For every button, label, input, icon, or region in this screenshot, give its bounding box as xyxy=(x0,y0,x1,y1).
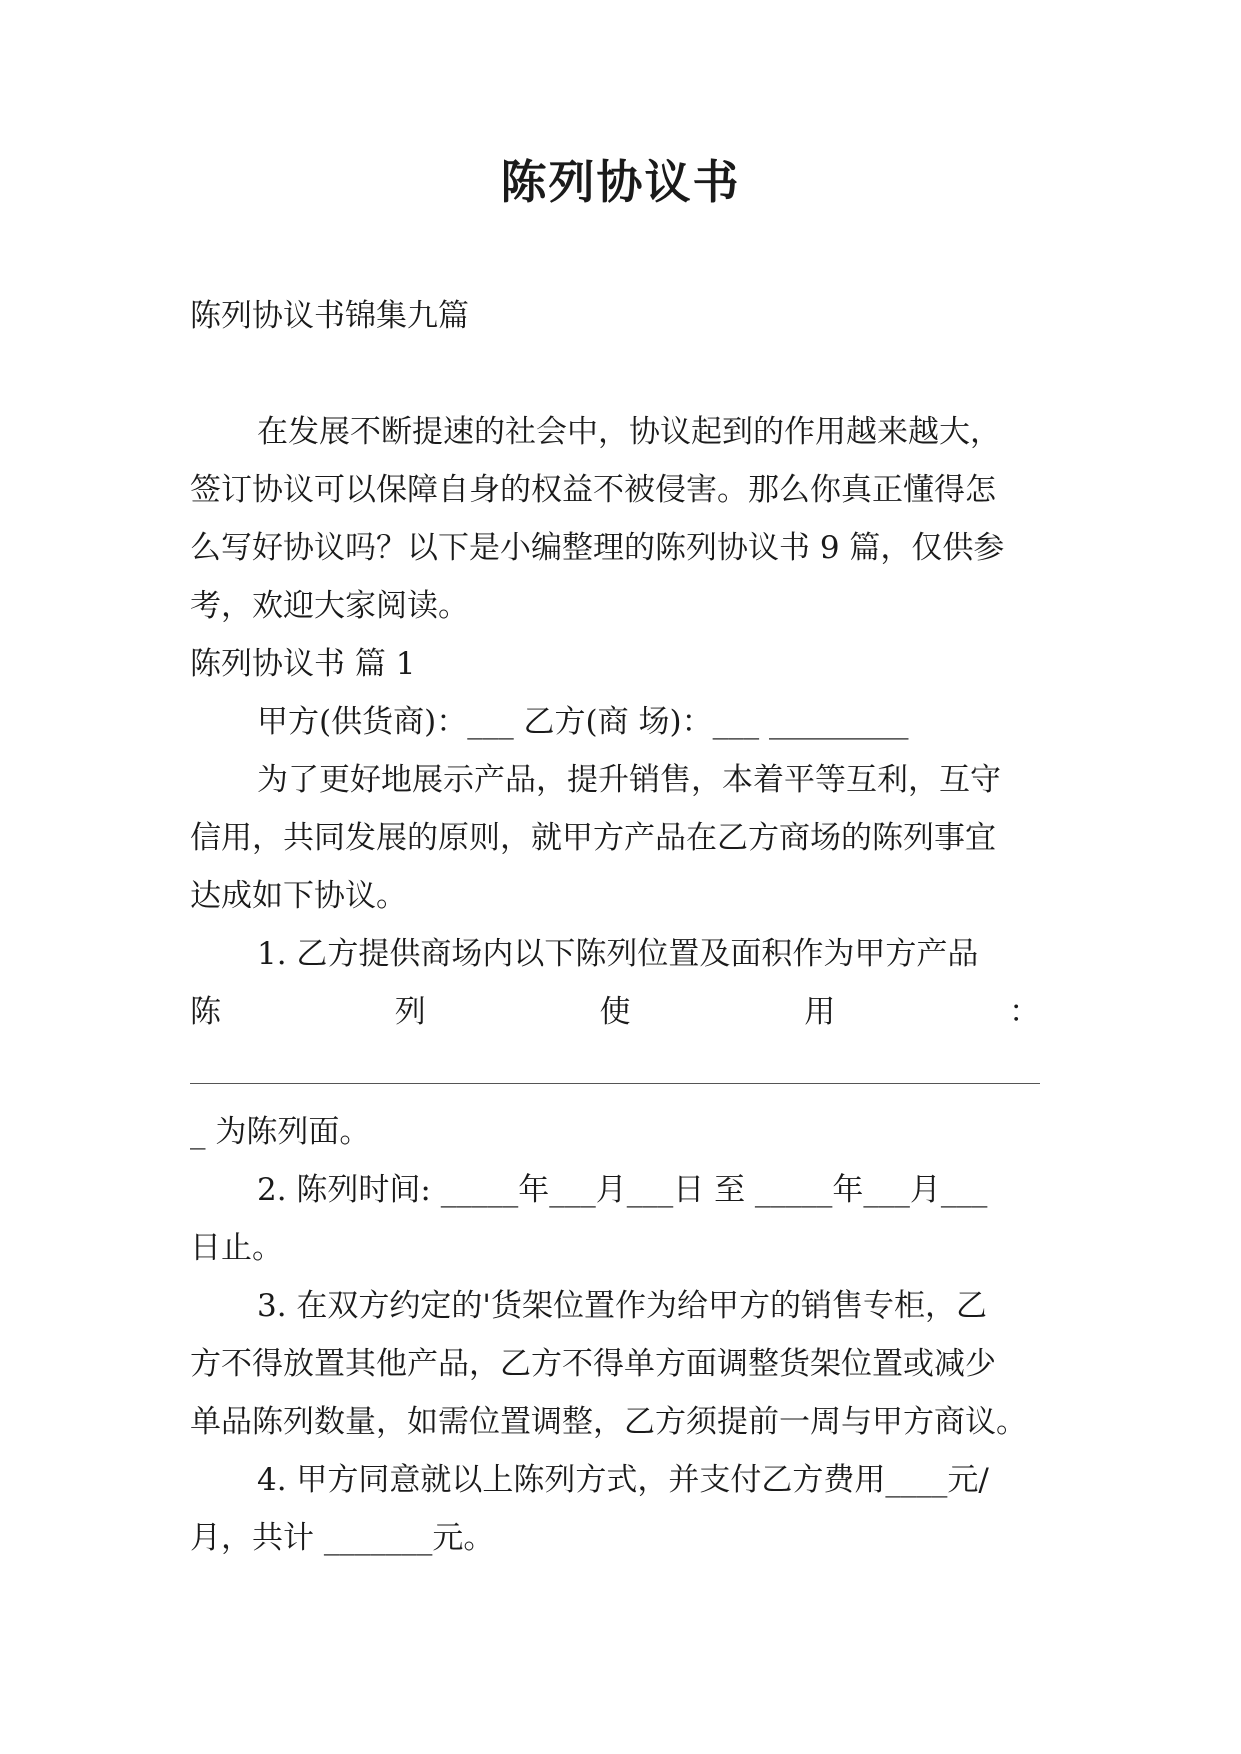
blank-underline xyxy=(190,1083,1040,1084)
intro-line: 在发展不断提速的社会中，协议起到的作用越来越大， xyxy=(257,414,1001,450)
intro-line: 签订协议可以保障自身的权益不被侵害。那么你真正懂得怎 xyxy=(190,472,996,508)
document-title: 陈列协议书 xyxy=(500,155,741,209)
purpose-line: 达成如下协议。 xyxy=(190,878,407,914)
intro-line: 考，欢迎大家阅读。 xyxy=(190,588,469,624)
spread-char: 陈 xyxy=(190,994,221,1030)
clause-2-line: 2. 陈列时间: _____年___月___日 至 _____年___月___ xyxy=(257,1172,988,1208)
clause-4-line: 月，共计 _______元。 xyxy=(190,1520,495,1556)
parties-line: 甲方(供货商)：___ 乙方(商 场)：___ _________ xyxy=(257,704,909,740)
purpose-line: 为了更好地展示产品，提升销售，本着平等互利，互守 xyxy=(257,762,1001,798)
clause-1-spread-line xyxy=(190,990,1040,1034)
section-heading: 陈列协议书 篇 1 xyxy=(190,646,416,682)
spread-char: 用 xyxy=(804,994,836,1030)
purpose-line: 信用，共同发展的原则，就甲方产品在乙方商场的陈列事宜 xyxy=(190,820,996,856)
spread-char: 使 xyxy=(599,994,631,1030)
clause-2-line: 日止。 xyxy=(190,1230,283,1266)
spread-char: 列 xyxy=(394,994,426,1030)
intro-line: 么写好协议吗？以下是小编整理的陈列协议书 9 篇，仅供参 xyxy=(190,530,1005,566)
clause-1-tail: _ 为陈列面。 xyxy=(190,1114,371,1150)
clause-3-line: 单品陈列数量，如需位置调整，乙方须提前一周与甲方商议。 xyxy=(190,1404,1027,1440)
clause-3-line: 方不得放置其他产品，乙方不得单方面调整货架位置或减少 xyxy=(190,1346,996,1382)
clause-4-line: 4. 甲方同意就以上陈列方式，并支付乙方费用____元/ xyxy=(257,1462,989,1498)
clause-3-line: 3. 在双方约定的'货架位置作为给甲方的销售专柜，乙 xyxy=(257,1288,987,1324)
clause-1-line: 1. 乙方提供商场内以下陈列位置及面积作为甲方产品 xyxy=(257,936,979,972)
spread-char: ： xyxy=(1009,994,1040,1030)
document-subtitle: 陈列协议书锦集九篇 xyxy=(190,298,469,334)
